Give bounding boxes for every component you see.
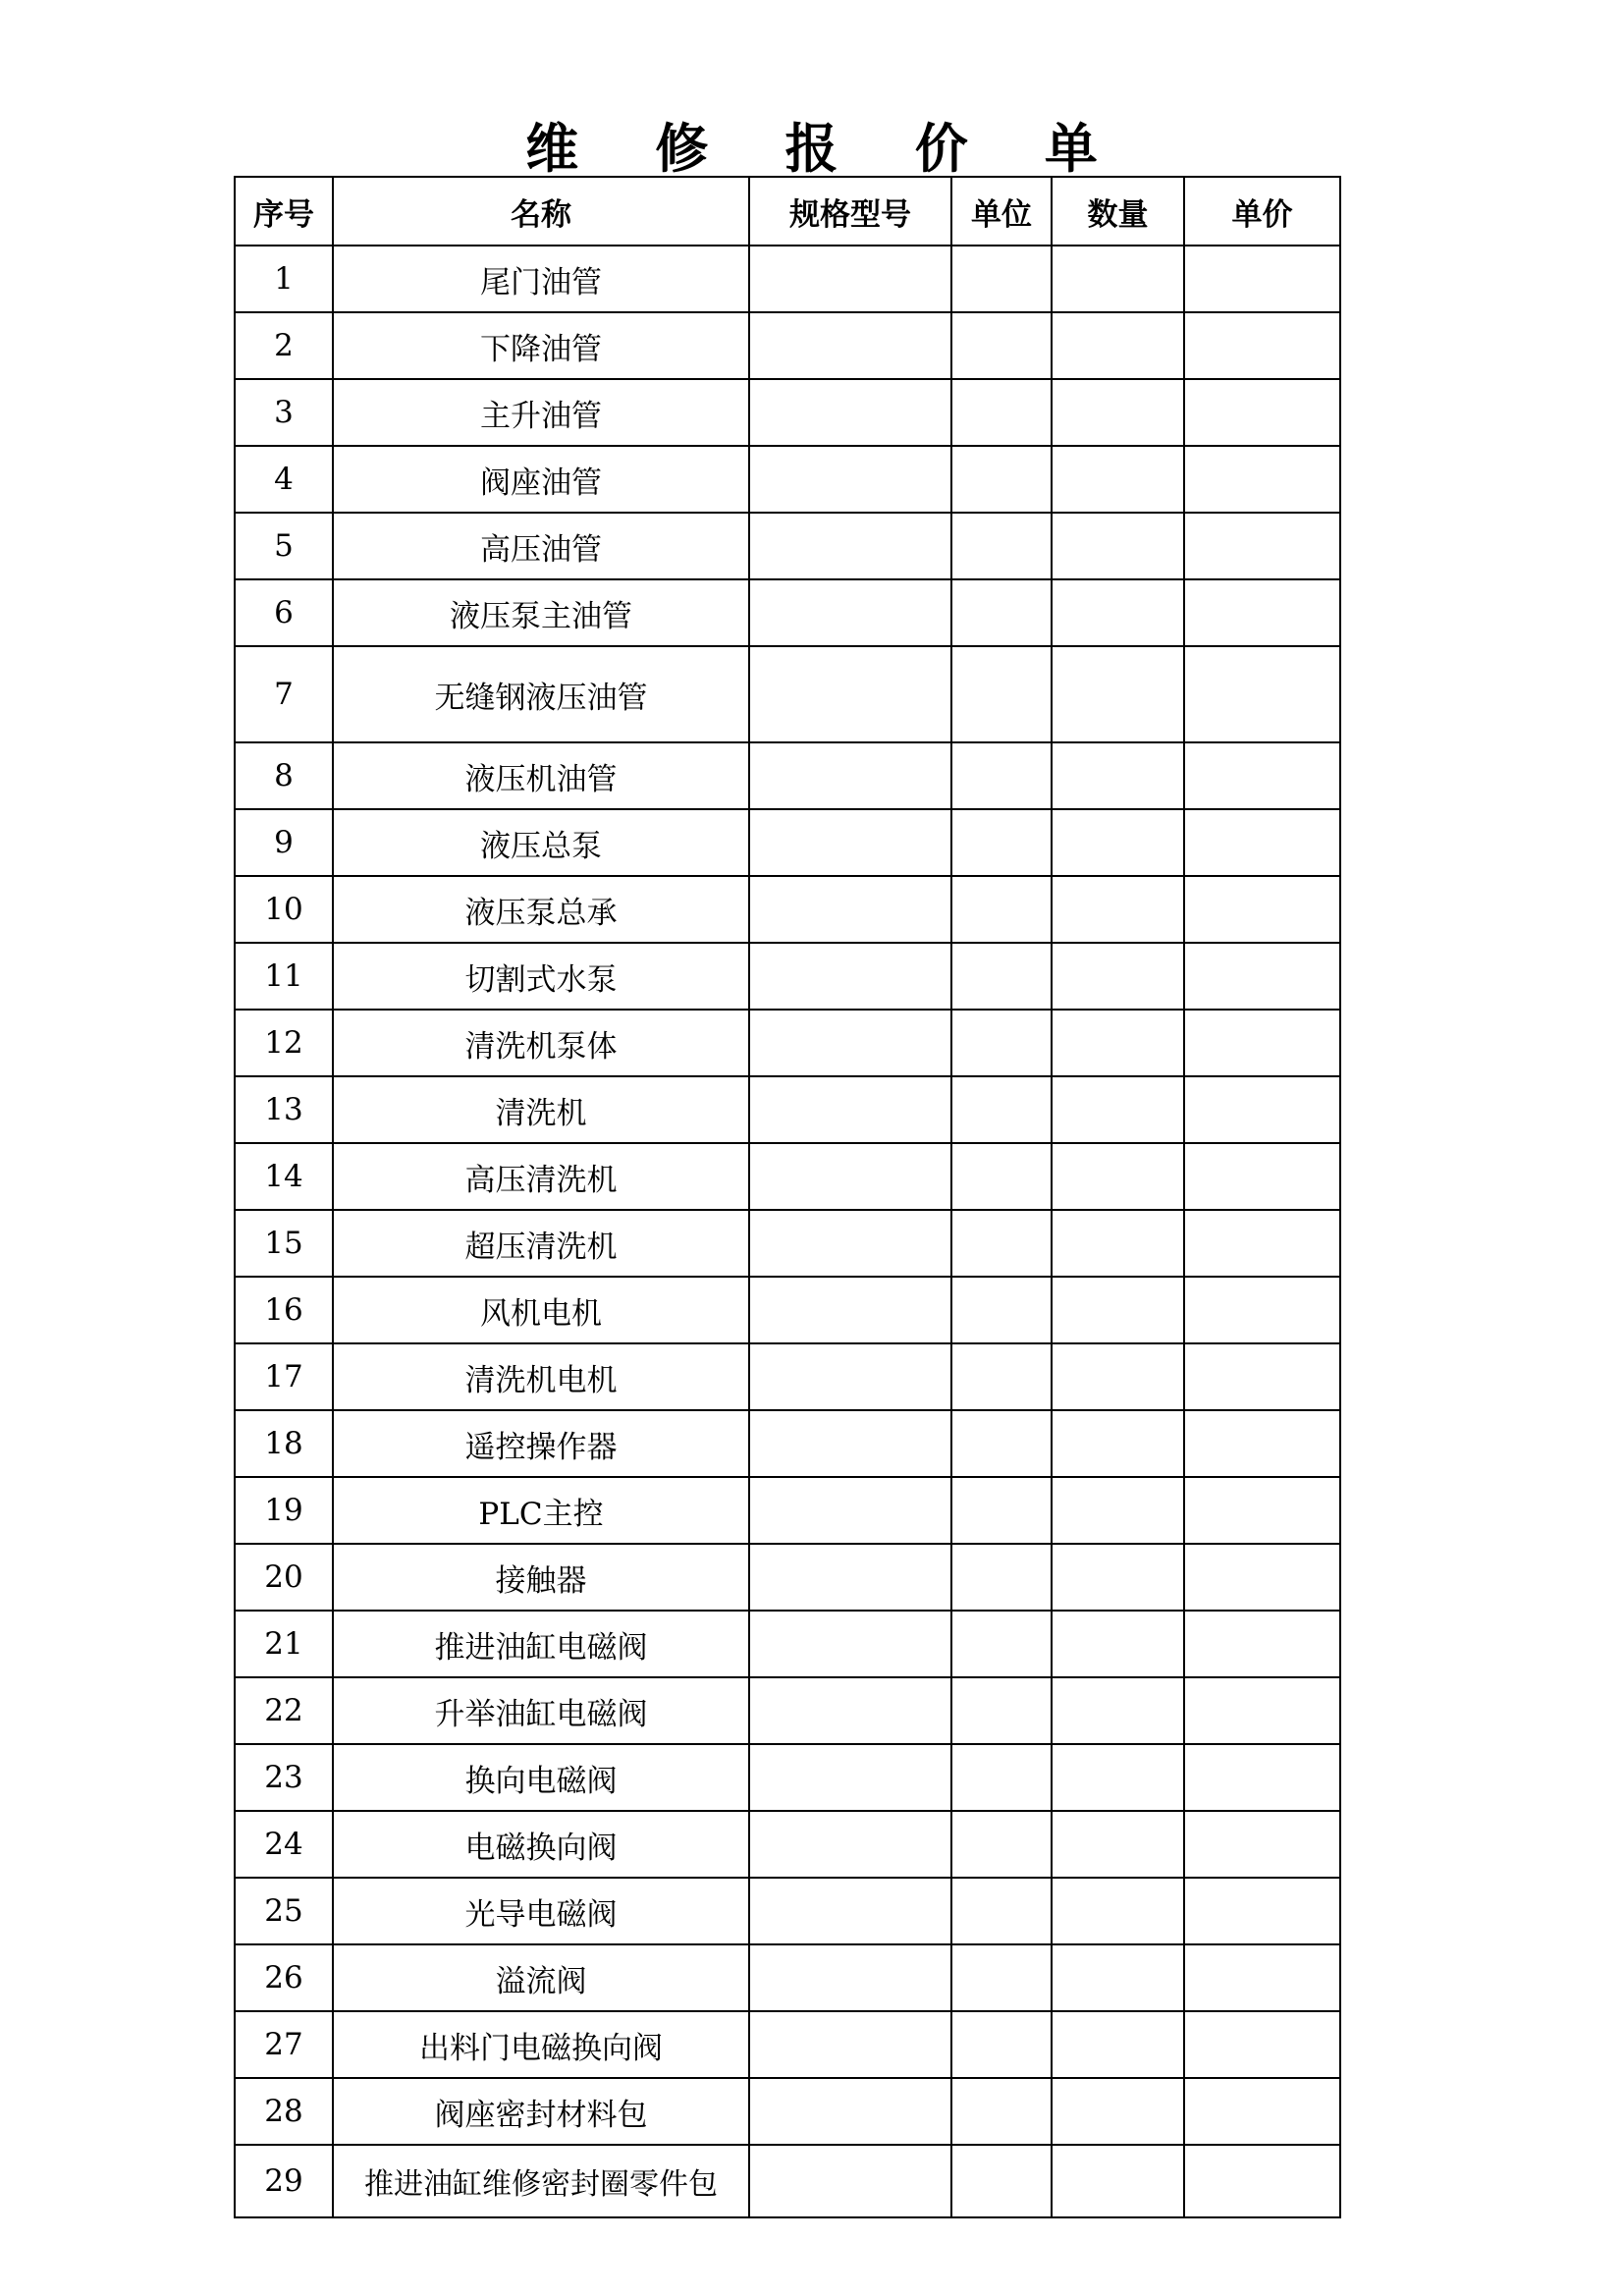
spec-cell: [749, 446, 951, 513]
price-cell: [1184, 646, 1340, 742]
price-cell: [1184, 1477, 1340, 1544]
page-title: 维 修 报 价 单: [525, 118, 1127, 180]
spec-cell: [749, 2078, 951, 2145]
row-number: 18: [235, 1410, 333, 1477]
quantity-cell: [1052, 809, 1184, 876]
row-number: 24: [235, 1811, 333, 1878]
quantity-cell: [1052, 1343, 1184, 1410]
unit-cell: [951, 2011, 1052, 2078]
spec-cell: [749, 1277, 951, 1343]
price-cell: [1184, 2145, 1340, 2217]
row-number: 7: [235, 646, 333, 742]
row-number: 4: [235, 446, 333, 513]
item-name: 超压清洗机: [333, 1210, 749, 1277]
quantity-cell: [1052, 1477, 1184, 1544]
table-row: [235, 246, 1340, 312]
table-body: [235, 246, 1340, 2217]
unit-cell: [951, 1878, 1052, 1944]
unit-cell: [951, 2145, 1052, 2217]
spec-cell: [749, 943, 951, 1010]
row-number: 14: [235, 1143, 333, 1210]
item-name: 阀座密封材料包: [333, 2078, 749, 2145]
unit-cell: [951, 1277, 1052, 1343]
price-cell: [1184, 809, 1340, 876]
table-row: [235, 2145, 1340, 2217]
price-cell: [1184, 1076, 1340, 1143]
quantity-cell: [1052, 1878, 1184, 1944]
price-cell: [1184, 1944, 1340, 2011]
price-cell: [1184, 1143, 1340, 1210]
table-row: [235, 1343, 1340, 1410]
header-qty: 数量: [1052, 177, 1184, 246]
unit-cell: [951, 1343, 1052, 1410]
item-name: 电磁换向阀: [333, 1811, 749, 1878]
header-no: 序号: [235, 177, 333, 246]
price-cell: [1184, 1277, 1340, 1343]
table-row: [235, 2078, 1340, 2145]
price-cell: [1184, 446, 1340, 513]
price-cell: [1184, 513, 1340, 579]
quantity-cell: [1052, 446, 1184, 513]
table-row: [235, 446, 1340, 513]
unit-cell: [951, 1544, 1052, 1611]
table-row: [235, 1544, 1340, 1611]
price-cell: [1184, 742, 1340, 809]
row-number: 8: [235, 742, 333, 809]
unit-cell: [951, 513, 1052, 579]
quantity-cell: [1052, 646, 1184, 742]
item-name: 清洗机电机: [333, 1343, 749, 1410]
quantity-cell: [1052, 1143, 1184, 1210]
unit-cell: [951, 876, 1052, 943]
spec-cell: [749, 1210, 951, 1277]
spec-cell: [749, 1343, 951, 1410]
table-row: [235, 513, 1340, 579]
price-cell: [1184, 1744, 1340, 1811]
table-header-row: [235, 177, 1340, 246]
table-row: [235, 1744, 1340, 1811]
item-name: 液压总泵: [333, 809, 749, 876]
quantity-cell: [1052, 312, 1184, 379]
row-number: 2: [235, 312, 333, 379]
row-number: 13: [235, 1076, 333, 1143]
table-row: [235, 1010, 1340, 1076]
table-row: [235, 809, 1340, 876]
row-number: 26: [235, 1944, 333, 2011]
item-name: 切割式水泵: [333, 943, 749, 1010]
row-number: 5: [235, 513, 333, 579]
unit-cell: [951, 646, 1052, 742]
quantity-cell: [1052, 379, 1184, 446]
quantity-cell: [1052, 876, 1184, 943]
table-row: [235, 646, 1340, 742]
spec-cell: [749, 1944, 951, 2011]
table-row: [235, 1076, 1340, 1143]
quantity-cell: [1052, 943, 1184, 1010]
unit-cell: [951, 742, 1052, 809]
table-row: [235, 1410, 1340, 1477]
price-cell: [1184, 1210, 1340, 1277]
row-number: 15: [235, 1210, 333, 1277]
row-number: 6: [235, 579, 333, 646]
unit-cell: [951, 1744, 1052, 1811]
quantity-cell: [1052, 1677, 1184, 1744]
item-name: 高压油管: [333, 513, 749, 579]
row-number: 29: [235, 2145, 333, 2217]
item-name: 风机电机: [333, 1277, 749, 1343]
price-cell: [1184, 1544, 1340, 1611]
quantity-cell: [1052, 742, 1184, 809]
table-row: [235, 1143, 1340, 1210]
price-cell: [1184, 1410, 1340, 1477]
spec-cell: [749, 1010, 951, 1076]
spec-cell: [749, 1811, 951, 1878]
unit-cell: [951, 246, 1052, 312]
item-name: 尾门油管: [333, 246, 749, 312]
price-cell: [1184, 2011, 1340, 2078]
item-name: 换向电磁阀: [333, 1744, 749, 1811]
item-name: 下降油管: [333, 312, 749, 379]
row-number: 25: [235, 1878, 333, 1944]
spec-cell: [749, 379, 951, 446]
unit-cell: [951, 1811, 1052, 1878]
item-name: 液压泵主油管: [333, 579, 749, 646]
price-cell: [1184, 2078, 1340, 2145]
table-row: [235, 742, 1340, 809]
quantity-cell: [1052, 1076, 1184, 1143]
header-name: 名称: [333, 177, 749, 246]
quantity-cell: [1052, 1010, 1184, 1076]
item-name: 升举油缸电磁阀: [333, 1677, 749, 1744]
quantity-cell: [1052, 1744, 1184, 1811]
price-cell: [1184, 1677, 1340, 1744]
spec-cell: [749, 1544, 951, 1611]
table-row: [235, 1944, 1340, 2011]
table-row: [235, 1477, 1340, 1544]
spec-cell: [749, 579, 951, 646]
item-name: 无缝钢液压油管: [333, 646, 749, 742]
row-number: 23: [235, 1744, 333, 1811]
header-price: 单价: [1184, 177, 1340, 246]
quantity-cell: [1052, 1811, 1184, 1878]
table-row: [235, 1811, 1340, 1878]
unit-cell: [951, 1410, 1052, 1477]
quantity-cell: [1052, 1277, 1184, 1343]
item-name: 接触器: [333, 1544, 749, 1611]
spec-cell: [749, 312, 951, 379]
row-number: 3: [235, 379, 333, 446]
spec-cell: [749, 1076, 951, 1143]
item-name: 液压机油管: [333, 742, 749, 809]
row-number: 10: [235, 876, 333, 943]
item-name: 清洗机泵体: [333, 1010, 749, 1076]
spec-cell: [749, 1744, 951, 1811]
price-cell: [1184, 1010, 1340, 1076]
spec-cell: [749, 1611, 951, 1677]
quantity-cell: [1052, 579, 1184, 646]
item-name: 阀座油管: [333, 446, 749, 513]
spec-cell: [749, 1143, 951, 1210]
row-number: 17: [235, 1343, 333, 1410]
unit-cell: [951, 1944, 1052, 2011]
table-row: [235, 579, 1340, 646]
table-row: [235, 1677, 1340, 1744]
unit-cell: [951, 809, 1052, 876]
quantity-cell: [1052, 2011, 1184, 2078]
table-row: [235, 876, 1340, 943]
row-number: 19: [235, 1477, 333, 1544]
table-row: [235, 312, 1340, 379]
price-cell: [1184, 579, 1340, 646]
quantity-cell: [1052, 513, 1184, 579]
price-cell: [1184, 1343, 1340, 1410]
item-name: PLC主控: [333, 1477, 749, 1544]
header-unit: 单位: [951, 177, 1052, 246]
table-row: [235, 1277, 1340, 1343]
unit-cell: [951, 943, 1052, 1010]
unit-cell: [951, 1677, 1052, 1744]
unit-cell: [951, 2078, 1052, 2145]
price-cell: [1184, 246, 1340, 312]
quantity-cell: [1052, 2145, 1184, 2217]
unit-cell: [951, 1076, 1052, 1143]
price-cell: [1184, 943, 1340, 1010]
spec-cell: [749, 246, 951, 312]
table-row: [235, 1878, 1340, 1944]
spec-cell: [749, 1477, 951, 1544]
spec-cell: [749, 809, 951, 876]
row-number: 9: [235, 809, 333, 876]
table-row: [235, 943, 1340, 1010]
quantity-cell: [1052, 1410, 1184, 1477]
item-name: 光导电磁阀: [333, 1878, 749, 1944]
price-cell: [1184, 1811, 1340, 1878]
item-name: 推进油缸电磁阀: [333, 1611, 749, 1677]
quantity-cell: [1052, 246, 1184, 312]
unit-cell: [951, 446, 1052, 513]
item-name: 高压清洗机: [333, 1143, 749, 1210]
quote-table: [234, 176, 1341, 2218]
spec-cell: [749, 1677, 951, 1744]
row-number: 16: [235, 1277, 333, 1343]
price-cell: [1184, 1878, 1340, 1944]
row-number: 1: [235, 246, 333, 312]
item-name: 溢流阀: [333, 1944, 749, 2011]
row-number: 22: [235, 1677, 333, 1744]
spec-cell: [749, 742, 951, 809]
item-name: 液压泵总承: [333, 876, 749, 943]
quantity-cell: [1052, 2078, 1184, 2145]
header-spec: 规格型号: [749, 177, 951, 246]
row-number: 20: [235, 1544, 333, 1611]
row-number: 11: [235, 943, 333, 1010]
quantity-cell: [1052, 1210, 1184, 1277]
item-name: 清洗机: [333, 1076, 749, 1143]
row-number: 28: [235, 2078, 333, 2145]
spec-cell: [749, 2011, 951, 2078]
spec-cell: [749, 513, 951, 579]
unit-cell: [951, 1611, 1052, 1677]
unit-cell: [951, 312, 1052, 379]
unit-cell: [951, 1010, 1052, 1076]
unit-cell: [951, 379, 1052, 446]
row-number: 27: [235, 2011, 333, 2078]
quantity-cell: [1052, 1944, 1184, 2011]
spec-cell: [749, 1878, 951, 1944]
item-name: 出料门电磁换向阀: [333, 2011, 749, 2078]
unit-cell: [951, 579, 1052, 646]
spec-cell: [749, 2145, 951, 2217]
row-number: 12: [235, 1010, 333, 1076]
table-row: [235, 1611, 1340, 1677]
price-cell: [1184, 312, 1340, 379]
item-name: 遥控操作器: [333, 1410, 749, 1477]
item-name: 主升油管: [333, 379, 749, 446]
price-cell: [1184, 1611, 1340, 1677]
unit-cell: [951, 1210, 1052, 1277]
unit-cell: [951, 1143, 1052, 1210]
row-number: 21: [235, 1611, 333, 1677]
spec-cell: [749, 646, 951, 742]
table-row: [235, 1210, 1340, 1277]
spec-cell: [749, 876, 951, 943]
spec-cell: [749, 1410, 951, 1477]
item-name: 推进油缸维修密封圈零件包: [333, 2145, 749, 2217]
table-row: [235, 379, 1340, 446]
table-row: [235, 2011, 1340, 2078]
price-cell: [1184, 876, 1340, 943]
quantity-cell: [1052, 1611, 1184, 1677]
unit-cell: [951, 1477, 1052, 1544]
quantity-cell: [1052, 1544, 1184, 1611]
price-cell: [1184, 379, 1340, 446]
